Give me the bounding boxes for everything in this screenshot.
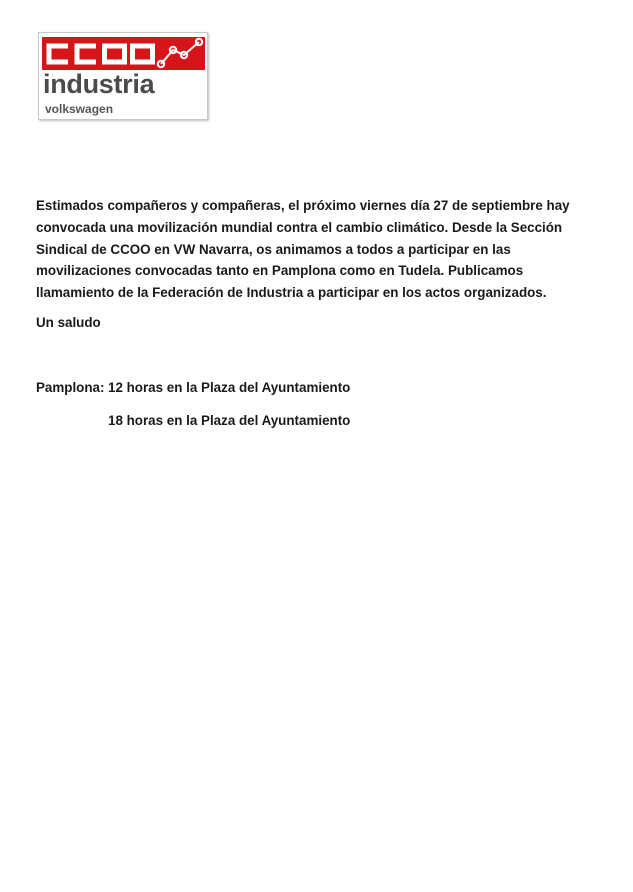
letter-paragraph: Estimados compañeros y compañeras, el próximo viernes día 27 de septiembre hay convocada una movilización mundial contra el cambio climático. Desde la Sección Sindical de CCOO en VW Navarra, os animamos a todos a participar en las movilizaciones convocadas tanto en Pamplona como en Tudela. Publicamos llamamiento de la Federación de Industria a participar en los actos organizados. — [36, 198, 570, 301]
letter-body — [36, 195, 596, 334]
schedule-city: Pamplona: — [36, 380, 105, 395]
schedule-event-1: 12 horas en la Plaza del Ayuntamiento — [108, 380, 351, 395]
logo-volkswagen-text: volkswagen — [45, 102, 114, 116]
logo-industria-text: industria — [43, 69, 155, 99]
ccoo-logo-icon — [42, 37, 205, 70]
schedule-event-2: 18 horas en la Plaza del Ayuntamiento — [108, 413, 351, 428]
ccoo-industria-logo — [38, 32, 208, 120]
letter-greeting: Un saludo — [36, 314, 101, 330]
